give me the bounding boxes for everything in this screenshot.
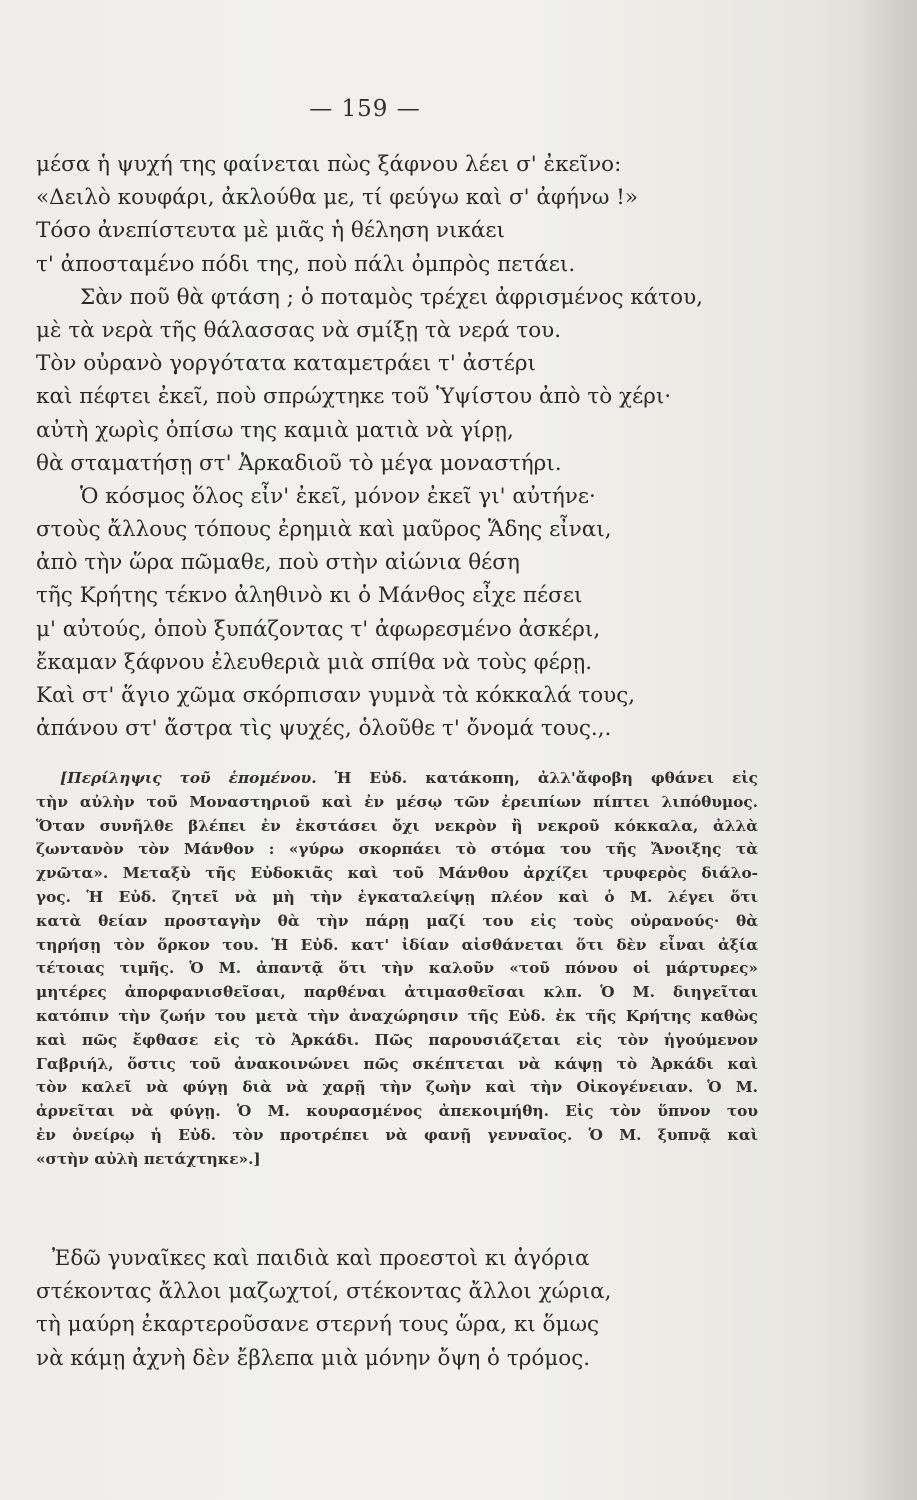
verse-line: τ' ἀποσταμένο πόδι της, ποὺ πάλι ὀμπρὸς πετάει. [36, 251, 576, 277]
verse-line: Ἐδῶ γυναῖκες καὶ παιδιὰ καὶ προεστοὶ κι ἀγόρια [52, 1246, 590, 1271]
synopsis-line: Γαβριήλ, ὅστις τοῦ ἀνακοινώνει πῶς σκέπτεται νὰ κάψῃ τὸ Ἀρκάδι καὶ [36, 1054, 758, 1073]
verse-line: ἀπὸ τὴν ὥρα πῶμαθε, ποὺ στὴν αἰώνια θέση [36, 550, 520, 576]
synopsis-line: τὴν αὐλὴν τοῦ Μοναστηριοῦ καὶ ἐν μέσῳ τῶν ἐρειπίων πίπτει λιπόθυμος. [36, 792, 758, 811]
synopsis-line: τὸν καλεῖ νὰ φύγῃ διὰ νὰ χαρῇ τὴν ζωὴν καὶ τὴν Οἰκογένειαν. Ὁ Μ. [36, 1078, 758, 1097]
verse-line: «Δειλὸ κουφάρι, ἀκλούθα με, τί φεύγω καὶ σ' ἀφήνω !» [36, 185, 639, 211]
verse-line: στέκοντας ἄλλοι μαζωχτοί, στέκοντας ἄλλοι χώρια, [36, 1279, 612, 1305]
verse-line: ἔκαμαν ξάφνου ἐλευθεριὰ μιὰ σπίθα νὰ τοὺς φέρῃ. [36, 649, 593, 675]
verse-line: Καὶ στ' ἅγιο χῶμα σκόρπισαν γυμνὰ τὰ κόκκαλά τους, [36, 683, 636, 708]
synopsis-line-last: «στὴν αὐλὴ πετάχτηκε».] [36, 1149, 261, 1168]
verse-line: μ' αὐτούς, ὁποὺ ξυπάζοντας τ' ἀφωρεσμένο ἀσκέρι, [36, 616, 601, 642]
synopsis-line: μητέρες ἀπορφανισθεῖσαι, παρθέναι ἀτιμασθεῖσαι κλπ. Ὁ Μ. διηγεῖται [36, 983, 758, 1002]
page-number: — 159 — [309, 96, 421, 122]
verse-line: μὲ τὰ νερὰ τῆς θάλασσας νὰ σμίξῃ τὰ νερά του. [36, 317, 562, 343]
verse-block-top [36, 148, 756, 745]
synopsis-line: Ὅταν συνῆλθε βλέπει ἐν ἐκστάσει ὄχι νεκρὸν ἢ νεκροῦ κόκκαλα, ἀλλὰ [36, 816, 758, 835]
synopsis-line: ζωντανὸν τὸν Μάνθον : «γύρω σκορπάει τὸ στόμα του τῆς Ἄνοιξης τὰ [36, 840, 758, 859]
verse-line: ἀπάνου στ' ἄστρα τὶς ψυχές, ὁλοῦθε τ' ὄνομά τους.,. [36, 716, 612, 742]
verse-line: Τὸν οὐρανὸ γοργότατα καταμετράει τ' ἀστέρι [36, 351, 536, 377]
verse-line: νὰ κάμῃ ἀχνὴ δὲν ἔβλεπα μιὰ μόνην ὄψη ὁ τρόμος. [36, 1345, 591, 1371]
verse-line: τῆς Κρήτης τέκνο ἀληθινὸ κι ὁ Μάνθος εἶχε πέσει [36, 583, 583, 609]
synopsis-line: χνῶτα». Μεταξὺ τῆς Εὐδοκιᾶς καὶ τοῦ Μάνθου ἀρχίζει τρυφερὸς διάλο- [36, 864, 758, 883]
verse-line: αὐτὴ χωρὶς ὀπίσω της καμιὰ ματιὰ νὰ γίρῃ, [36, 417, 514, 443]
synopsis-heading: [Περίληψις τοῦ ἑπομένου. [60, 769, 317, 787]
synopsis-line: τηρήσῃ τὸν ὅρκον του. Ἡ Εὐδ. κατ' ἰδίαν αἰσθάνεται ὅτι δὲν εἶναι ἀξία [36, 935, 758, 954]
synopsis-line: τέτοιας τιμῆς. Ὁ Μ. ἀπαντᾷ ὅτι τὴν καλοῦν «τοῦ πόνου οἱ μάρτυρες» [36, 959, 758, 978]
verse-line: Ὁ κόσμος ὅλος εἶν' ἐκεῖ, μόνον ἐκεῖ γι' αὐτήνε· [80, 483, 596, 509]
synopsis-line: ἐν ὀνείρῳ ἡ Εὐδ. τὸν προτρέπει νὰ φανῇ γενναῖος. Ὁ Μ. ξυπνᾷ καὶ [36, 1125, 758, 1144]
verse-line: μέσα ἡ ψυχή της φαίνεται πὼς ξάφνου λέει σ' ἐκεῖνο: [36, 152, 622, 177]
verse-line: καὶ πέφτει ἐκεῖ, ποὺ σπρώχτηκε τοῦ Ὑψίστου ἀπὸ τὸ χέρι· [36, 384, 672, 410]
synopsis-line: ἀρνεῖται νὰ φύγῃ. Ὁ Μ. κουρασμένος ἀπεκοιμήθη. Εἰς τὸν ὕπνον του [36, 1102, 758, 1121]
verse-line: θὰ σταματήσῃ στ' Ἀρκαδιοῦ τὸ μέγα μοναστήρι. [36, 450, 562, 476]
verse-line: Τόσο ἀνεπίστευτα μὲ μιᾶς ἡ θέληση νικάει [36, 218, 505, 244]
synopsis-line: γος. Ἡ Εὐδ. ζητεῖ νὰ μὴ τὴν ἐγκαταλείψῃ πλέον καὶ ὁ Μ. λέγει ὅτι [36, 887, 758, 906]
verse-block-bottom [36, 1242, 756, 1375]
synopsis-line: κατόπιν τὴν ζωήν του μετὰ τὴν ἀναχώρησιν τῆς Εὐδ. ἐκ τῆς Κρήτης καθὼς [36, 1006, 758, 1025]
page-edge-shadow [857, 0, 917, 1500]
synopsis-line: κατὰ θείαν προσταγὴν θὰ τὴν πάρῃ μαζί του εἰς τοὺς οὐρανούς· θὰ [36, 911, 758, 930]
synopsis-line: καὶ πῶς ἔφθασε εἰς τὸ Ἀρκάδι. Πῶς παρουσιάζεται εἰς τὸν ἡγούμενον [36, 1030, 758, 1049]
verse-line: στοὺς ἄλλους τόπους ἐρημιὰ καὶ μαῦρος Ἅδης εἶναι, [36, 517, 612, 543]
synopsis-block [36, 767, 758, 1172]
verse-line: Σὰν ποῦ θὰ φτάση ; ὁ ποταμὸς τρέχει ἀφρισμένος κάτου, [80, 284, 704, 310]
synopsis-text: Ἡ Εὐδ. κατάκοπη, ἀλλ'ἄφοβη φθάνει εἰς [334, 769, 758, 787]
synopsis-line-first [36, 767, 758, 791]
verse-line: τὴ μαύρη ἐκαρτεροῦσανε στερνή τους ὥρα, κι ὅμως [36, 1312, 600, 1338]
